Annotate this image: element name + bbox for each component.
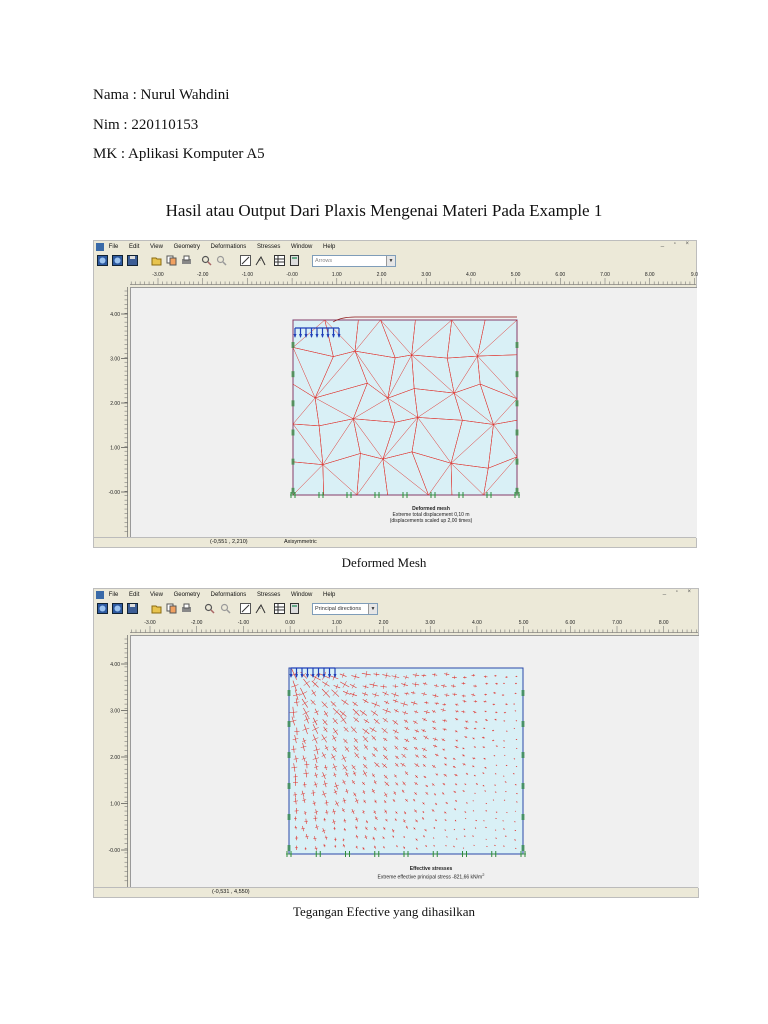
horizontal-ruler [130, 269, 696, 287]
window-controls[interactable]: _ ▫ × [662, 589, 695, 595]
fixity-roller [522, 690, 525, 696]
x-tick-label: -1.00 [237, 620, 250, 626]
disk-icon[interactable] [127, 255, 138, 266]
x-tick-label: 1.00 [331, 620, 342, 626]
plot-legend [346, 506, 516, 524]
y-tick-label: 1.00 [110, 445, 120, 452]
x-tick-label: 6.00 [565, 620, 576, 626]
globe-icon[interactable] [97, 255, 108, 266]
effective-stresses-plot [131, 636, 699, 888]
fixity-roller [522, 752, 525, 758]
menu-stresses[interactable]: Stresses [256, 592, 281, 598]
plaxis-app-icon [96, 591, 104, 599]
y-tick-label: 3.00 [110, 708, 120, 715]
svg-text:A: A [258, 605, 261, 610]
x-tick-label: 8.00 [644, 272, 655, 278]
menu-stresses[interactable]: Stresses [256, 244, 281, 250]
x-tick-label: 2.00 [378, 620, 389, 626]
legend-title: Deformed mesh [412, 506, 450, 512]
copy-icon[interactable] [166, 255, 177, 266]
x-tick-label: 3.00 [421, 272, 432, 278]
angle-icon[interactable] [255, 255, 266, 266]
menu-geometry[interactable]: Geometry [173, 592, 200, 598]
menu-bar [94, 589, 698, 601]
x-tick-label: -3.00 [152, 272, 164, 278]
menu-geometry[interactable]: Geometry [173, 244, 200, 250]
menu-help[interactable]: Help [323, 244, 336, 250]
x-tick-label: 5.00 [518, 620, 529, 626]
menu-bar [94, 241, 696, 253]
globe-icon[interactable] [112, 603, 123, 614]
disk-icon[interactable] [127, 603, 138, 614]
x-tick-label: 7.00 [612, 620, 622, 626]
menu-deformations[interactable]: Deformations [210, 592, 247, 598]
y-tick-label: -0.00 [108, 490, 120, 496]
fixity-roller [516, 342, 519, 348]
fixity-roller [288, 752, 291, 758]
x-tick-label: 2.00 [376, 272, 387, 278]
status-bar [94, 887, 698, 897]
table-icon[interactable] [274, 603, 285, 614]
soil-cluster [293, 320, 517, 495]
fixity-roller [292, 430, 295, 436]
fixity-roller [522, 783, 525, 789]
y-tick-label: 2.00 [110, 401, 120, 407]
legend-title: Effective stresses [409, 866, 453, 872]
chevron-down-icon[interactable]: ▼ [368, 604, 377, 614]
output-canvas[interactable] [130, 287, 697, 538]
fixity-roller [522, 845, 525, 851]
distributed-load [294, 328, 341, 338]
fixity-roller [288, 814, 291, 820]
x-tick-label: 5.00 [510, 272, 521, 278]
y-tick-label: 2.00 [110, 755, 120, 761]
vertical-ruler [94, 635, 130, 887]
y-tick-label: 4.00 [110, 662, 120, 668]
y-tick-label: 1.00 [110, 801, 120, 808]
svg-text:A: A [258, 257, 261, 262]
plaxis-window-deformed-mesh [93, 240, 697, 548]
view-mode-value: Principal directions [315, 606, 362, 612]
fixity-roller [516, 371, 519, 377]
fixity-roller [292, 371, 295, 377]
legend-superscript: 2 [482, 872, 485, 877]
angle-icon[interactable] [255, 603, 266, 614]
print-icon[interactable] [181, 255, 192, 266]
x-tick-label: 4.00 [472, 620, 482, 626]
legend-line-1: Extreme effective principal stress -821,66 kN/m [377, 874, 483, 881]
globe-icon[interactable] [112, 255, 123, 266]
student-name: Nama : Nurul Wahdini [93, 87, 230, 103]
plaxis-window-effective-stresses [93, 588, 699, 898]
y-tick-label: 4.00 [110, 312, 120, 318]
menu-help[interactable]: Help [323, 592, 336, 598]
fixity-roller [522, 721, 525, 727]
plaxis-app-icon [96, 243, 104, 251]
horizontal-ruler [130, 617, 698, 635]
x-tick-label: -0.00 [286, 272, 298, 278]
view-mode-select[interactable] [312, 603, 378, 615]
globe-icon[interactable] [97, 603, 108, 614]
zoom-in-icon[interactable] [204, 603, 215, 614]
menu-window[interactable]: Window [291, 244, 313, 250]
x-tick-label: -2.00 [196, 272, 209, 278]
print-icon[interactable] [181, 603, 192, 614]
toolbar [94, 601, 698, 617]
fixity-roller [516, 400, 519, 406]
fixity-roller [522, 814, 525, 820]
status-coordinates: (-0,531 , 4,550) [212, 889, 250, 895]
x-tick-label: -2.00 [190, 620, 203, 626]
fixity-roller [292, 342, 295, 348]
figure-2-caption: Tegangan Efective yang dihasilkan [292, 904, 476, 919]
status-bar [94, 537, 696, 547]
open-folder-icon[interactable] [151, 255, 162, 266]
y-tick-label: -0.00 [108, 848, 120, 854]
distributed-load [290, 668, 337, 678]
zoom-out-icon[interactable] [216, 255, 227, 266]
x-tick-label: 4.00 [466, 272, 476, 278]
chevron-down-icon[interactable]: ▼ [386, 256, 395, 266]
toolbar [94, 253, 696, 269]
table-icon[interactable] [274, 255, 285, 266]
menu-view[interactable]: View [150, 592, 163, 598]
x-tick-label: 3.00 [425, 620, 436, 626]
distance-icon[interactable] [240, 603, 251, 614]
figure-1-caption: Deformed Mesh [341, 555, 427, 570]
fixity-roller [516, 459, 519, 465]
fixity-roller [288, 721, 291, 727]
zoom-in-icon[interactable] [201, 255, 212, 266]
course-name: MK : Aplikasi Komputer A5 [93, 146, 265, 162]
menu-view[interactable]: View [150, 244, 163, 250]
status-coordinates: (-0,551 , 2,210) [210, 539, 248, 545]
copy-icon[interactable] [166, 603, 177, 614]
page-title: Hasil atau Output Dari Plaxis Mengenai Materi Pada Example 1 [165, 201, 603, 220]
x-tick-label: 8.00 [658, 620, 669, 626]
calculator-icon[interactable] [289, 603, 300, 614]
y-tick-label: 3.00 [110, 356, 120, 363]
window-controls[interactable]: _ ▫ × [660, 241, 693, 247]
student-nim: Nim : 220110153 [93, 117, 199, 133]
menu-deformations[interactable]: Deformations [210, 244, 247, 250]
fixity-roller [516, 488, 519, 494]
zoom-out-icon[interactable] [220, 603, 231, 614]
status-mode: Axisymmetric [284, 539, 317, 545]
menu-file[interactable]: File [108, 244, 119, 250]
x-tick-label: 9.0 [690, 272, 698, 278]
fixity-roller [292, 400, 295, 406]
legend-line-1: Extreme total displacement 0,10 m [392, 512, 470, 518]
deformed-mesh-plot [131, 288, 697, 538]
view-mode-value: Arrows [315, 258, 333, 264]
open-folder-icon[interactable] [151, 603, 162, 614]
distance-icon[interactable] [240, 255, 251, 266]
menu-window[interactable]: Window [291, 592, 313, 598]
x-tick-label: 0.00 [285, 620, 295, 626]
fixity-roller [516, 430, 519, 436]
vertical-ruler [94, 287, 130, 537]
x-tick-label: 7.00 [600, 272, 610, 278]
x-tick-label: 6.00 [555, 272, 566, 278]
legend-line-2: (displacements scaled up 2,00 times) [389, 518, 473, 524]
plot-legend [341, 866, 521, 881]
calculator-icon[interactable] [289, 255, 300, 266]
output-canvas[interactable] [130, 635, 699, 888]
view-mode-select[interactable] [312, 255, 396, 267]
x-tick-label: -1.00 [241, 272, 254, 278]
fixity-roller [292, 488, 295, 494]
menu-edit[interactable]: Edit [129, 244, 140, 250]
menu-file[interactable]: File [108, 592, 119, 598]
x-tick-label: -3.00 [144, 620, 156, 626]
menu-edit[interactable]: Edit [129, 592, 140, 598]
fixity-roller [288, 690, 291, 696]
fixity-roller [288, 783, 291, 789]
x-tick-label: 1.00 [331, 272, 342, 278]
fixity-roller [288, 845, 291, 851]
fixity-roller [292, 459, 295, 465]
